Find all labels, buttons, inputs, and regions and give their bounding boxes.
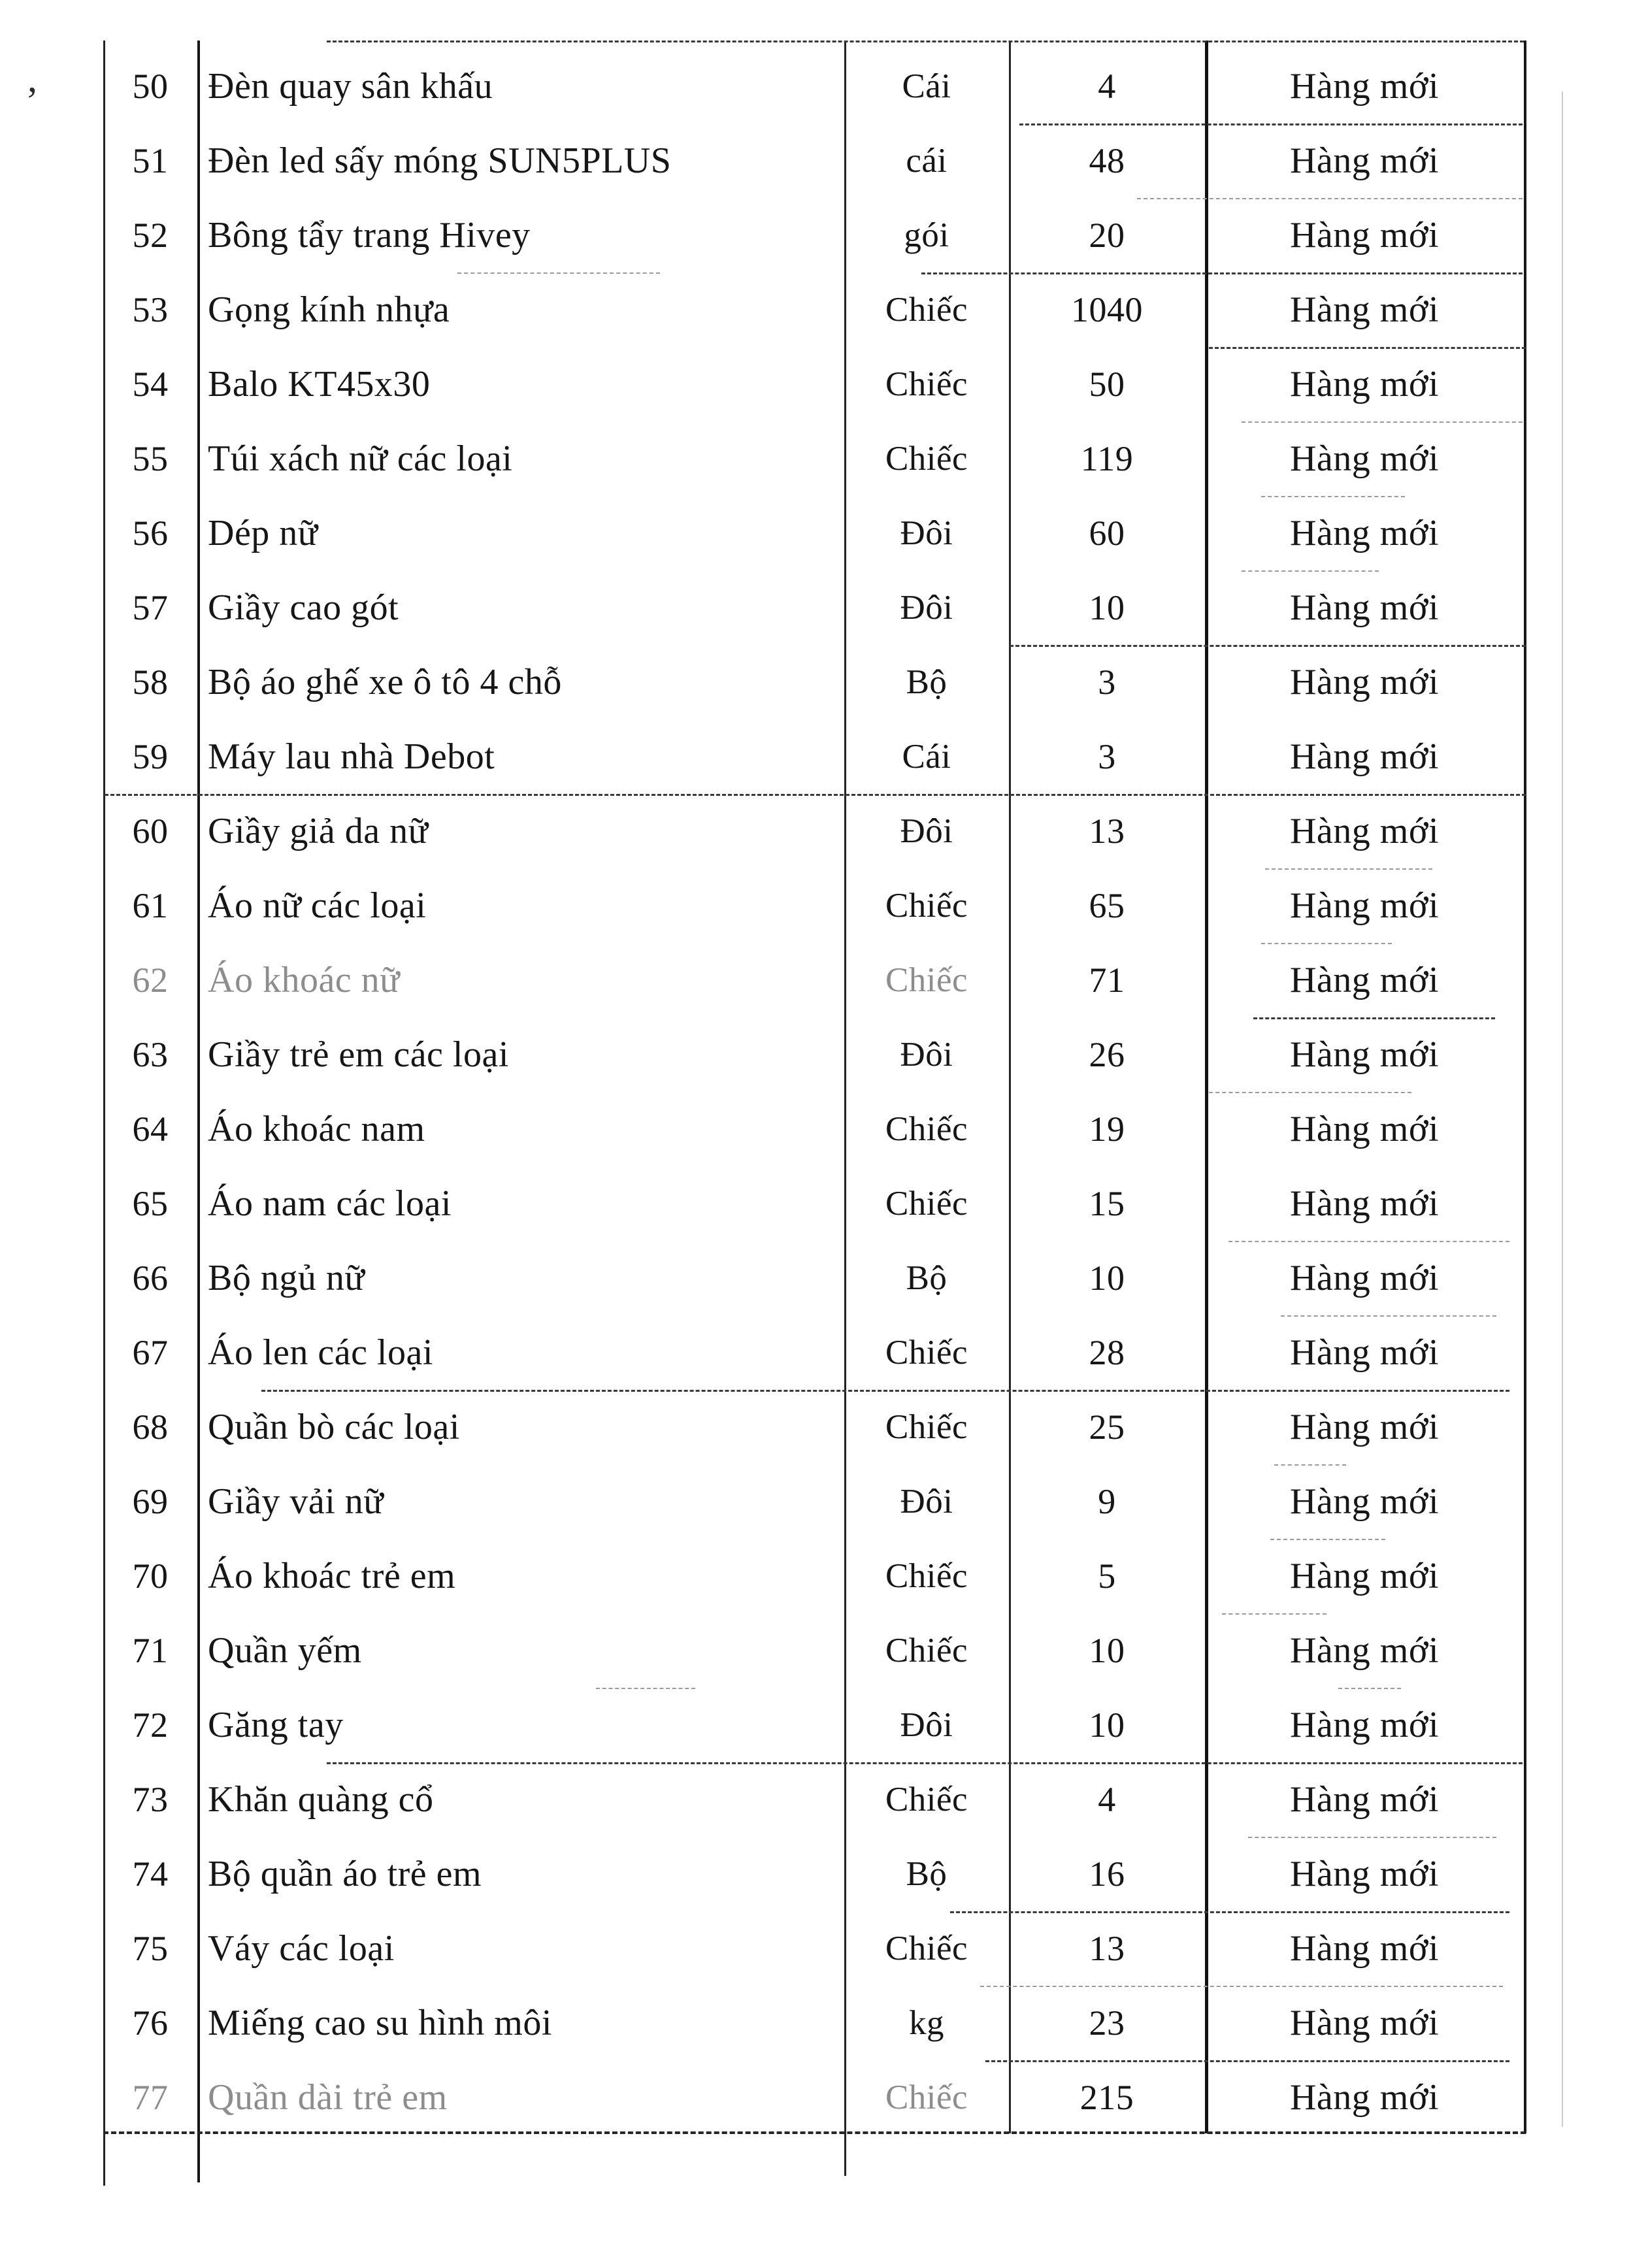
status-cell: Hàng mới: [1289, 66, 1440, 107]
item-name-cell: Gọng kính nhựa: [208, 289, 450, 330]
quantity-cell: 60: [1089, 514, 1125, 553]
unit-cell: Bộ: [906, 663, 947, 701]
table-row: [0, 49, 1631, 123]
status-cell: Hàng mới: [1289, 1556, 1440, 1596]
quantity-cell: 48: [1089, 141, 1125, 180]
row-number-cell: 70: [132, 1556, 169, 1596]
unit-cell: Chiếc: [885, 440, 968, 478]
table-row: [0, 794, 1631, 868]
quantity-cell: 28: [1089, 1333, 1125, 1372]
item-name-cell: Khăn quàng cổ: [208, 1779, 434, 1820]
table-row: [0, 1539, 1631, 1613]
status-cell: Hàng mới: [1289, 1109, 1440, 1149]
row-number-cell: 68: [132, 1407, 169, 1447]
table-row: [0, 1092, 1631, 1166]
unit-cell: Chiếc: [885, 961, 968, 999]
table-row: [0, 1390, 1631, 1464]
unit-cell: Chiếc: [885, 291, 968, 329]
status-cell: Hàng mới: [1289, 2077, 1440, 2118]
row-number-cell: 63: [132, 1035, 169, 1074]
status-cell: Hàng mới: [1289, 885, 1440, 926]
item-name-cell: Bộ ngủ nữ: [208, 1258, 365, 1298]
table-row: [0, 1166, 1631, 1241]
row-number-cell: 74: [132, 1854, 169, 1894]
table-row: [0, 198, 1631, 272]
table-row: [0, 1613, 1631, 1688]
unit-cell: Đôi: [900, 812, 953, 850]
item-name-cell: Dép nữ: [208, 513, 318, 553]
table-row: [0, 272, 1631, 347]
table-row: [0, 421, 1631, 496]
item-name-cell: Quần bò các loại: [208, 1407, 460, 1447]
item-name-cell: Đèn quay sân khấu: [208, 66, 493, 107]
quantity-cell: 4: [1098, 67, 1116, 106]
quantity-cell: 20: [1089, 216, 1125, 255]
status-cell: Hàng mới: [1289, 364, 1440, 404]
quantity-cell: 15: [1089, 1184, 1125, 1223]
row-number-cell: 51: [132, 141, 169, 180]
unit-cell: Chiếc: [885, 1781, 968, 1818]
quantity-cell: 9: [1098, 1482, 1116, 1521]
unit-cell: Đôi: [900, 1036, 953, 1074]
table-row: [0, 2060, 1631, 2135]
status-cell: Hàng mới: [1289, 1034, 1440, 1075]
item-name-cell: Túi xách nữ các loại: [208, 438, 513, 479]
quantity-cell: 13: [1089, 812, 1125, 851]
table-row: [0, 1837, 1631, 1911]
item-name-cell: Máy lau nhà Debot: [208, 736, 495, 777]
item-name-cell: Găng tay: [208, 1705, 344, 1745]
row-separator-line: [327, 41, 1524, 42]
status-cell: Hàng mới: [1289, 1258, 1440, 1298]
item-name-cell: Áo nữ các loại: [208, 885, 427, 926]
row-number-cell: 53: [132, 290, 169, 329]
item-name-cell: Đèn led sấy móng SUN5PLUS: [208, 140, 672, 181]
status-cell: Hàng mới: [1289, 1183, 1440, 1224]
item-name-cell: Miếng cao su hình môi: [208, 2003, 552, 2043]
table-row: [0, 1762, 1631, 1837]
quantity-cell: 19: [1089, 1109, 1125, 1149]
table-row: [0, 868, 1631, 943]
quantity-cell: 1040: [1071, 290, 1143, 329]
unit-cell: Chiếc: [885, 1557, 968, 1595]
unit-cell: Bộ: [906, 1855, 947, 1893]
table-row: [0, 1241, 1631, 1315]
status-cell: Hàng mới: [1289, 587, 1440, 628]
unit-cell: Đôi: [900, 1483, 953, 1520]
status-cell: Hàng mới: [1289, 2003, 1440, 2043]
table-row: [0, 496, 1631, 570]
item-name-cell: Quần dài trẻ em: [208, 2077, 448, 2118]
table-row: [0, 1911, 1631, 1986]
unit-cell: gói: [904, 216, 949, 254]
table-row: [0, 1986, 1631, 2060]
quantity-cell: 10: [1089, 1631, 1125, 1670]
status-cell: Hàng mới: [1289, 1407, 1440, 1447]
unit-cell: kg: [909, 2004, 944, 2042]
row-number-cell: 67: [132, 1333, 169, 1372]
row-number-cell: 69: [132, 1482, 169, 1521]
row-number-cell: 52: [132, 216, 169, 255]
item-name-cell: Váy các loại: [208, 1928, 395, 1969]
row-number-cell: 61: [132, 886, 169, 925]
status-cell: Hàng mới: [1289, 1332, 1440, 1373]
status-cell: Hàng mới: [1289, 1481, 1440, 1522]
quantity-cell: 10: [1089, 588, 1125, 627]
table-row: [0, 570, 1631, 645]
quantity-cell: 13: [1089, 1929, 1125, 1968]
table-row: [0, 943, 1631, 1017]
table-row: [0, 1464, 1631, 1539]
row-number-cell: 66: [132, 1258, 169, 1298]
row-number-cell: 76: [132, 2003, 169, 2043]
quantity-cell: 65: [1089, 886, 1125, 925]
row-number-cell: 75: [132, 1929, 169, 1968]
unit-cell: Chiếc: [885, 887, 968, 925]
quantity-cell: 26: [1089, 1035, 1125, 1074]
status-cell: Hàng mới: [1289, 736, 1440, 777]
table-row: [0, 645, 1631, 719]
stray-comma-mark: ,: [27, 57, 37, 100]
quantity-cell: 10: [1089, 1258, 1125, 1298]
item-name-cell: Bông tẩy trang Hivey: [208, 215, 531, 255]
row-number-cell: 64: [132, 1109, 169, 1149]
status-cell: Hàng mới: [1289, 215, 1440, 255]
quantity-cell: 3: [1098, 663, 1116, 702]
status-cell: Hàng mới: [1289, 1854, 1440, 1894]
item-name-cell: Bộ áo ghế xe ô tô 4 chỗ: [208, 662, 562, 702]
unit-cell: Chiếc: [885, 2079, 968, 2116]
row-number-cell: 77: [132, 2078, 169, 2117]
item-name-cell: Quần yếm: [208, 1630, 362, 1671]
row-number-cell: 65: [132, 1184, 169, 1223]
row-number-cell: 54: [132, 365, 169, 404]
row-number-cell: 73: [132, 1780, 169, 1819]
quantity-cell: 50: [1089, 365, 1125, 404]
quantity-cell: 16: [1089, 1854, 1125, 1894]
quantity-cell: 3: [1098, 737, 1116, 776]
status-cell: Hàng mới: [1289, 140, 1440, 181]
unit-cell: Cái: [902, 738, 951, 776]
row-number-cell: 55: [132, 439, 169, 478]
unit-cell: Chiếc: [885, 1185, 968, 1223]
unit-cell: Đôi: [900, 589, 953, 627]
item-name-cell: Áo khoác trẻ em: [208, 1556, 456, 1596]
status-cell: Hàng mới: [1289, 1779, 1440, 1820]
quantity-cell: 71: [1089, 961, 1125, 1000]
unit-cell: Chiếc: [885, 1632, 968, 1669]
unit-cell: Đôi: [900, 514, 953, 552]
item-name-cell: Balo KT45x30: [208, 364, 431, 404]
row-number-cell: 56: [132, 514, 169, 553]
item-name-cell: Giầy giả da nữ: [208, 811, 429, 851]
table-row: [0, 1315, 1631, 1390]
unit-cell: Đôi: [900, 1706, 953, 1744]
unit-cell: Chiếc: [885, 1930, 968, 1967]
row-number-cell: 60: [132, 812, 169, 851]
item-name-cell: Áo khoác nam: [208, 1109, 425, 1149]
item-name-cell: Giầy trẻ em các loại: [208, 1034, 509, 1075]
quantity-cell: 4: [1098, 1780, 1116, 1819]
row-number-cell: 59: [132, 737, 169, 776]
status-cell: Hàng mới: [1289, 513, 1440, 553]
table-row: [0, 347, 1631, 421]
status-cell: Hàng mới: [1289, 289, 1440, 330]
item-name-cell: Áo nam các loại: [208, 1183, 452, 1224]
unit-cell: Chiếc: [885, 1408, 968, 1446]
status-cell: Hàng mới: [1289, 662, 1440, 702]
quantity-cell: 23: [1089, 2003, 1125, 2043]
row-number-cell: 50: [132, 67, 169, 106]
quantity-cell: 119: [1080, 439, 1134, 478]
table-row: [0, 1688, 1631, 1762]
item-name-cell: Giầy cao gót: [208, 587, 399, 628]
status-cell: Hàng mới: [1289, 811, 1440, 851]
item-name-cell: Bộ quần áo trẻ em: [208, 1854, 482, 1894]
unit-cell: cái: [906, 142, 947, 180]
quantity-cell: 10: [1089, 1705, 1125, 1745]
unit-cell: Cái: [902, 67, 951, 105]
status-cell: Hàng mới: [1289, 1630, 1440, 1671]
unit-cell: Chiếc: [885, 365, 968, 403]
unit-cell: Chiếc: [885, 1334, 968, 1372]
row-number-cell: 58: [132, 663, 169, 702]
quantity-cell: 5: [1098, 1556, 1116, 1596]
status-cell: Hàng mới: [1289, 1705, 1440, 1745]
item-name-cell: Giầy vải nữ: [208, 1481, 384, 1522]
item-name-cell: Áo khoác nữ: [208, 960, 401, 1000]
table-row: [0, 1017, 1631, 1092]
item-name-cell: Áo len các loại: [208, 1332, 433, 1373]
quantity-cell: 215: [1079, 2078, 1134, 2117]
table-row: [0, 123, 1631, 198]
status-cell: Hàng mới: [1289, 438, 1440, 479]
quantity-cell: 25: [1089, 1407, 1125, 1447]
row-number-cell: 71: [132, 1631, 169, 1670]
row-number-cell: 72: [132, 1705, 169, 1745]
table-row: [0, 719, 1631, 794]
row-number-cell: 62: [132, 961, 169, 1000]
unit-cell: Bộ: [906, 1259, 947, 1297]
status-cell: Hàng mới: [1289, 960, 1440, 1000]
status-cell: Hàng mới: [1289, 1928, 1440, 1969]
row-number-cell: 57: [132, 588, 169, 627]
unit-cell: Chiếc: [885, 1110, 968, 1148]
